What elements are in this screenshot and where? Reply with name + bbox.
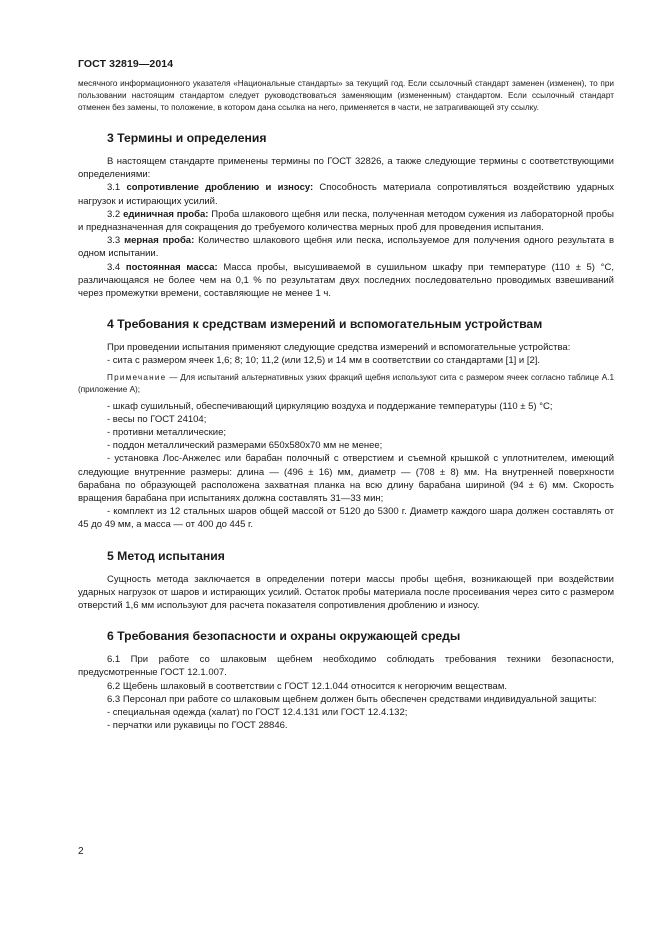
- section-3-intro: В настоящем стандарте применены термины по ГОСТ 32826, а также следующие термины с соответствующими определениями:: [78, 156, 614, 181]
- equipment-item: - комплект из 12 стальных шаров общей массой от 5120 до 5300 г. Диаметр каждого шара должен составлять от 45 до 49 мм, а масса — от 400 до 445 г.: [78, 506, 614, 531]
- standard-header: ГОСТ 32819—2014: [78, 58, 174, 70]
- safety-item: 6.3 Персонал при работе со шлаковым щебнем должен быть обеспечен средствами индивидуальной защиты:: [107, 693, 597, 705]
- term-number: 3.1: [107, 182, 127, 194]
- term-3-2: [78, 208, 614, 234]
- term-name: постоянная масса:: [125, 261, 218, 273]
- section-5-title: 5 Метод испытания: [107, 548, 225, 563]
- equipment-item: - весы по ГОСТ 24104;: [107, 413, 207, 425]
- section-3-title: 3 Термины и определения: [107, 131, 267, 145]
- term-definition: Способность материала сопротивляться воздействию ударных нагрузок и истирающих усилий.: [78, 182, 614, 207]
- ppe-item: - специальная одежда (халат) по ГОСТ 12.4.131 или ГОСТ 12.4.132;: [107, 707, 408, 719]
- term-3-3: [78, 234, 614, 260]
- section-4-intro: При проведении испытания применяют следующие средства измерений и вспомогательные устройства:: [107, 342, 571, 354]
- section-5-text: Сущность метода заключается в определении потери массы пробы щебня, возникающей при воздействии ударных нагрузок от шаров и истирающих усилий. Остаток пробы материала после просеивания через сито с размером отверстий 1,6 мм используют для расчета показателя сопротивления дроблению и износу.: [78, 573, 614, 612]
- term-name: единичная проба:: [123, 208, 209, 220]
- equipment-item: - противни металлические;: [107, 427, 226, 439]
- term-definition: Количество шлакового щебня или песка, используемое для получения одного результата в одном испытании.: [78, 235, 614, 260]
- safety-item: 6.1 При работе со шлаковым щебнем необходимо соблюдать требования техники безопасности, предусмотренные ГОСТ 12.1.007.: [78, 654, 614, 679]
- sieves-item: - сита с размером ячеек 1,6; 8; 10; 11,2 (или 12,5) и 14 мм в соответствии со стандартами [1] и [2].: [107, 355, 541, 367]
- term-number: 3.2: [107, 208, 124, 220]
- equipment-item: - шкаф сушильный, обеспечивающий циркуляцию воздуха и поддержание температуры (110 ± 5) °С;: [107, 400, 553, 412]
- note: [78, 372, 614, 396]
- section-6-title: 6 Требования безопасности и охраны окружающей среды: [107, 629, 461, 644]
- page-content: [78, 78, 614, 733]
- term-name: сопротивление дроблению и износу:: [126, 182, 314, 194]
- ppe-item: - перчатки или рукавицы по ГОСТ 28846.: [107, 720, 288, 732]
- section-4-title: 4 Требования к средствам измерений и вспомогательным устройствам: [107, 317, 543, 332]
- term-3-1: [78, 181, 614, 207]
- term-number: 3.3: [107, 235, 125, 247]
- note-label: Примечание: [107, 372, 167, 382]
- term-definition: Масса пробы, высушиваемой в сушильном шкафу при температуре (110 ± 5) °С, различающаяся не более чем на 0,1 % по результатам двух последних последовательно проводимых взвешиваний через промежутки времени, составляющие не менее 1 ч.: [78, 261, 614, 300]
- term-number: 3.4: [107, 261, 126, 273]
- page-number: 2: [78, 846, 84, 857]
- note-text: — Для испытаний альтернативных узких фракций щебня используют сита с размером ячеек согласно таблице А.1 (приложение А);: [78, 372, 614, 394]
- intro-paragraph: месячного информационного указателя «Национальные стандарты» за текущий год. Если ссылочный стандарт заменен (изменен), то при пользовании настоящим стандартом следует руководствоваться заменяющим (измененным) стандартом. Если ссылочный стандарт отменен без замены, то положение, в котором дана ссылка на него, применяется в части, не затрагивающей эту ссылку.: [78, 79, 614, 112]
- term-definition: Проба шлакового щебня или песка, полученная методом сужения из лабораторной пробы и предназначенная для сокращения до требуемого количества мерных проб для проведения испытания.: [78, 208, 614, 234]
- equipment-item: - поддон металлический размерами 650х580х70 мм не менее;: [107, 440, 383, 452]
- term-name: мерная проба:: [124, 235, 195, 247]
- term-3-4: [78, 261, 614, 301]
- equipment-item: - установка Лос-Анжелес или барабан полочный с отверстием и съемной крышкой с уплотнителем, имеющий следующие внутренние размеры: длина — (496 ± 16) мм, диаметр — (708 ± 8) мм. На внутренней поверхности барабана по образующей расположена захватная планка на всю длину барабана шириной (94 ± 6) мм. Скорость вращения барабана при испытаниях должна составлять 31—33 мин;: [78, 453, 614, 505]
- safety-item: 6.2 Щебень шлаковый в соответствии с ГОСТ 12.1.044 относится к негорючим веществам.: [107, 680, 507, 692]
